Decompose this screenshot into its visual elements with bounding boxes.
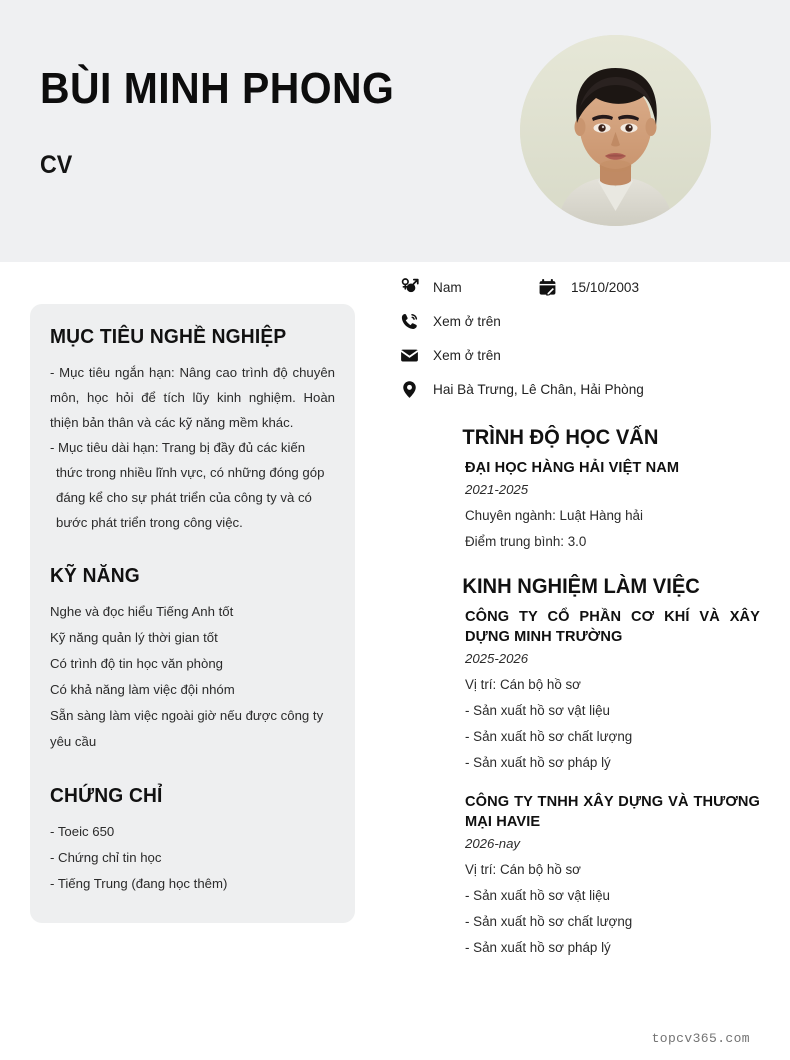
section-heading-experience: KINH NGHIỆM LÀM VIỆC <box>462 575 700 598</box>
main-column <box>400 262 760 961</box>
contact-info <box>400 262 760 406</box>
cv-header <box>0 0 790 262</box>
objective-long-term-line-4: bước phát triển trong công việc. <box>56 515 243 530</box>
contact-row-gender-birthday <box>400 270 760 304</box>
education-gpa: Điểm trung bình: 3.0 <box>465 534 587 549</box>
objective-short-term: - Mục tiêu ngắn hạn: Nâng cao trình độ chuyên môn, học hỏi để tích lũy kinh nghiệm. Hoàn thiện bản thân và các kỹ năng mềm khác. <box>50 365 335 430</box>
experience-period: 2026-nay <box>465 836 520 851</box>
contact-row-email <box>400 338 760 372</box>
education-period: 2021-2025 <box>465 482 529 497</box>
contact-address-value: Hai Bà Trưng, Lê Chân, Hải Phòng <box>433 381 644 397</box>
cv-body <box>0 262 790 1060</box>
list-item: Có trình độ tin học văn phòng <box>50 656 224 671</box>
gender-icon <box>400 276 422 298</box>
experience-duty: - Sản xuất hồ sơ vật liệu <box>465 703 610 718</box>
contact-birthday-value: 15/10/2003 <box>571 279 640 295</box>
location-pin-icon <box>400 378 422 400</box>
education-school: ĐẠI HỌC HÀNG HẢI VIỆT NAM <box>465 460 680 476</box>
contact-email-value: Xem ở trên <box>433 347 501 363</box>
contact-phone <box>400 310 501 332</box>
list-item: Nghe và đọc hiểu Tiếng Anh tốt <box>50 604 234 619</box>
experience-item <box>465 792 760 961</box>
section-heading-skills: KỸ NĂNG <box>50 565 140 587</box>
education-section <box>400 426 760 555</box>
list-item: - Toeic 650 <box>50 824 115 839</box>
experience-position: Vị trí: Cán bộ hồ sơ <box>465 862 581 877</box>
page-title: BÙI MINH PHONG <box>40 64 395 113</box>
phone-icon <box>400 310 422 332</box>
sidebar-card <box>30 304 355 923</box>
section-heading-objective: MỤC TIÊU NGHỀ NGHIỆP <box>50 326 287 348</box>
experience-duty: - Sản xuất hồ sơ pháp lý <box>465 940 611 955</box>
list-item: - Chứng chỉ tin học <box>50 850 162 865</box>
contact-birthday <box>538 276 639 298</box>
objective-long-term-line-3: đáng kể cho sự phát triển của công ty và có <box>56 490 312 505</box>
list-item: Sẵn sàng làm việc ngoài giờ nếu được công ty yêu cầu <box>50 708 324 749</box>
experience-company: CÔNG TY TNHH XÂY DỰNG VÀ THƯƠNG MẠI HAVIE <box>465 794 760 830</box>
education-body <box>400 458 760 555</box>
list-item: - Tiếng Trung (đang học thêm) <box>50 876 228 891</box>
list-item: Kỹ năng quản lý thời gian tốt <box>50 630 218 645</box>
experience-duty: - Sản xuất hồ sơ pháp lý <box>465 755 611 770</box>
experience-duty: - Sản xuất hồ sơ chất lượng <box>465 729 633 744</box>
skills-list <box>50 599 335 755</box>
experience-duty: - Sản xuất hồ sơ chất lượng <box>465 914 633 929</box>
contact-email <box>400 344 501 366</box>
contact-gender-value: Nam <box>433 279 462 295</box>
contact-gender <box>400 276 538 298</box>
objective-long-term-line-2: thức trong nhiều lĩnh vực, có những đóng góp <box>56 465 325 480</box>
calendar-icon <box>538 276 560 298</box>
watermark: topcv365.com <box>651 1031 750 1046</box>
contact-row-address <box>400 372 760 406</box>
education-major: Chuyên ngành: Luật Hàng hải <box>465 508 643 523</box>
list-item: Có khả năng làm việc đội nhóm <box>50 682 235 697</box>
header-subtitle: CV <box>40 151 73 180</box>
contact-row-phone <box>400 304 760 338</box>
experience-section <box>400 575 760 961</box>
contact-phone-value: Xem ở trên <box>433 313 501 329</box>
envelope-icon <box>400 344 422 366</box>
objective-long-term <box>50 435 335 535</box>
experience-position: Vị trí: Cán bộ hồ sơ <box>465 677 581 692</box>
portrait-photo-icon <box>520 35 711 226</box>
experience-period: 2025-2026 <box>465 651 529 666</box>
header-title-block <box>40 66 421 180</box>
experience-item <box>465 607 760 776</box>
experience-body <box>400 607 760 961</box>
certificates-list <box>50 819 335 897</box>
contact-address <box>400 378 644 400</box>
section-heading-education: TRÌNH ĐỘ HỌC VẤN <box>462 426 659 449</box>
section-heading-certificates: CHỨNG CHỈ <box>50 785 163 807</box>
experience-company: CÔNG TY CỔ PHẦN CƠ KHÍ VÀ XÂY DỰNG MINH TRƯỜNG <box>465 609 760 645</box>
experience-duty: - Sản xuất hồ sơ vật liệu <box>465 888 610 903</box>
avatar <box>520 35 711 226</box>
objective-long-term-line-1: - Mục tiêu dài hạn: Trang bị đầy đủ các kiến <box>50 440 306 455</box>
